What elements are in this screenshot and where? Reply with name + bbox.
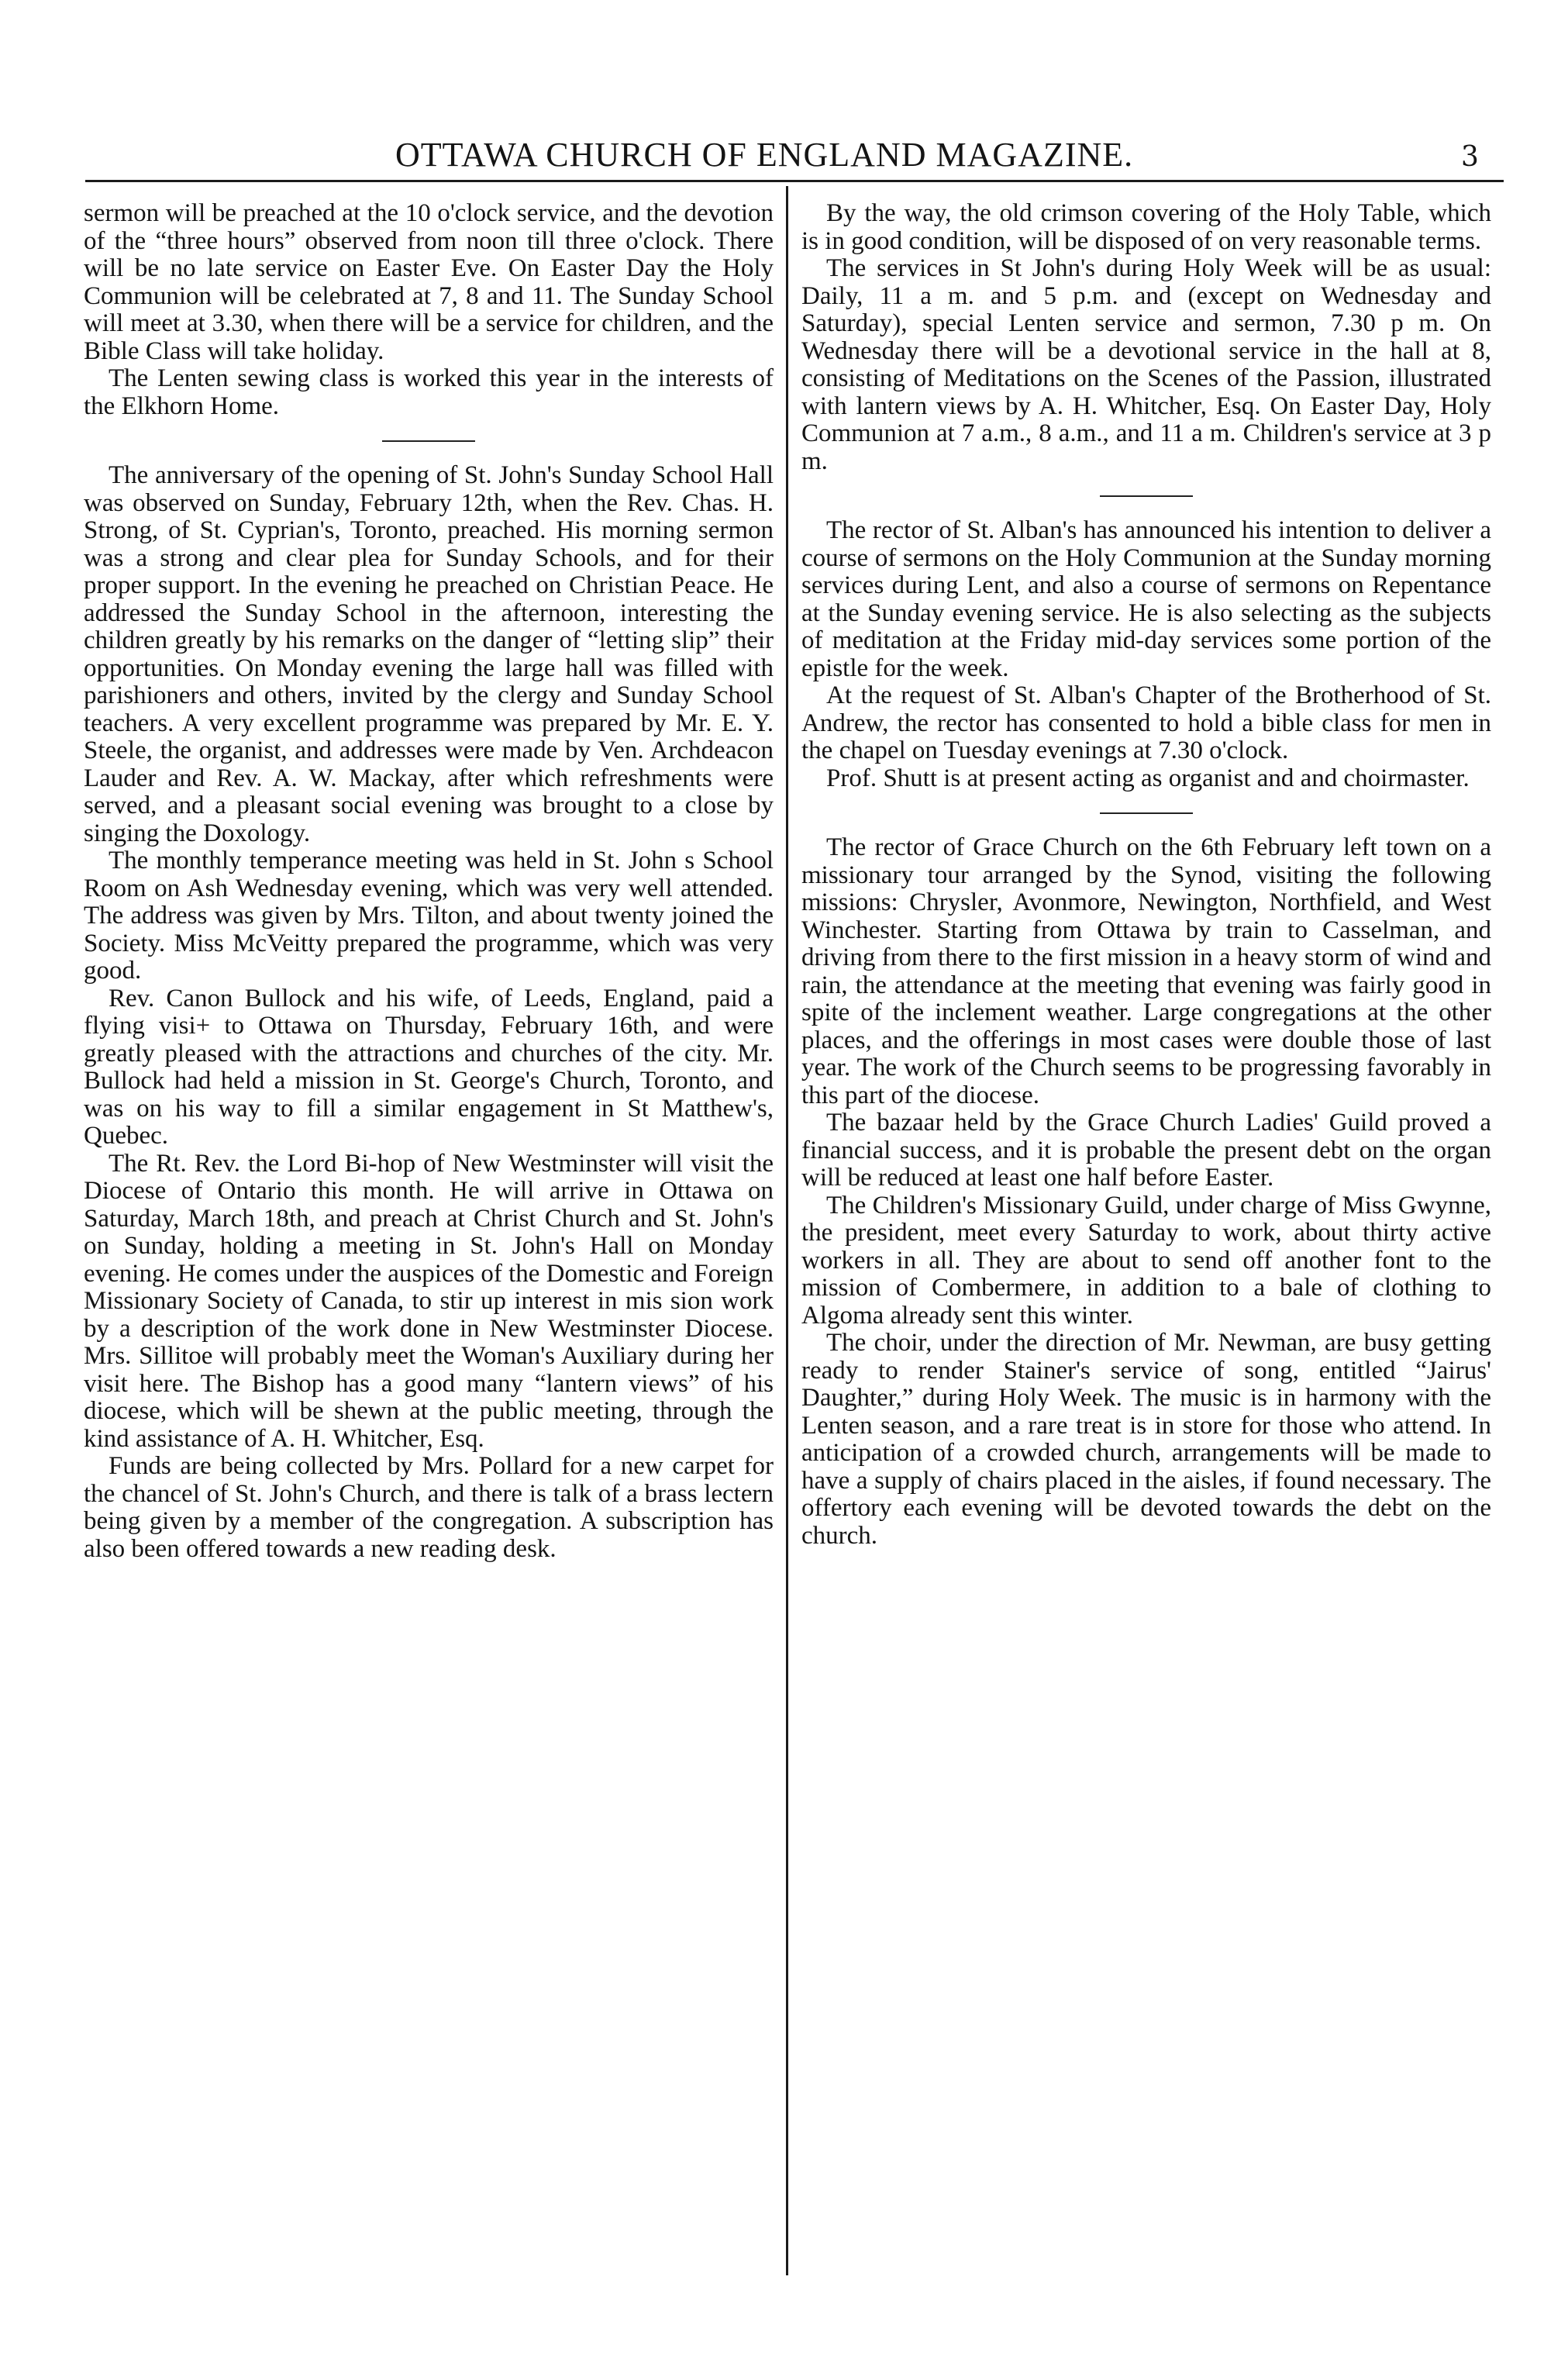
paragraph: The bazaar held by the Grace Church Ladies' Guild proved a financial success, and it is probable the present debt on the organ will be reduced at least one half before Easter. xyxy=(801,1109,1491,1192)
paragraph: Funds are being collected by Mrs. Pollard for a new carpet for the chancel of St. John's Church, and there is talk of a brass lectern being given by a member of the congregation. A subscription has also been offered towards a new reading desk. xyxy=(84,1452,774,1563)
header-rule xyxy=(85,180,1504,182)
paragraph: The rector of Grace Church on the 6th February left town on a missionary tour arranged by the Synod, visiting the following missions: Chrysler, Avonmore, Newington, Northfield, and West Winchester. Starting from Ottawa by train to Casselman, and driving from there to the first mission in a heavy storm of wind and rain, the attendance at the meeting that evening was fairly good in spite of the inclement weather. Large congregations at the other places, and the offerings in most cases were double those of last year. The work of the Church seems to be progressing favorably in this part of the diocese. xyxy=(801,833,1491,1109)
paragraph: The Children's Missionary Guild, under charge of Miss Gwynne, the president, meet every Saturday to work, about thirty active workers in all. They are about to send off another font to the mission of Combermere, in addition to a bale of clothing to Algoma already sent this winter. xyxy=(801,1191,1491,1330)
left-column xyxy=(84,200,774,1563)
paragraph: The Rt. Rev. the Lord Bi-hop of New Westminster will visit the Diocese of Ontario this month. He will arrive in Ottawa on Saturday, March 18th, and preach at Christ Church and St. John's on Sunday, holding a meeting in St. John's Hall on Monday evening. He comes under the auspices of the Domestic and Foreign Missionary Society of Canada, to stir up interest in mis sion work by a description of the work done in New Westminster Diocese. Mrs. Sillitoe will probably meet the Woman's Auxiliary during her visit here. The Bishop has a good many “lantern views” of his diocese, which will be shewn at the public meeting, through the kind assistance of A. H. Whitcher, Esq. xyxy=(84,1149,774,1453)
section-separator xyxy=(1100,812,1193,814)
page-number: 3 xyxy=(1461,141,1479,173)
section-separator xyxy=(382,440,475,442)
paragraph: The rector of St. Alban's has announced his intention to deliver a course of sermons on the Holy Communion at the Sunday morning services during Lent, and also a course of sermons on Repentance at the Sunday evening service. He is also selecting as the subjects of meditation at the Friday mid-day services some portion of the epistle for the week. xyxy=(801,516,1491,682)
column-divider xyxy=(786,186,788,2275)
paragraph: The Lenten sewing class is worked this year in the interests of the Elkhorn Home. xyxy=(84,364,774,420)
right-column xyxy=(801,200,1491,1550)
paragraph: At the request of St. Alban's Chapter of the Brotherhood of St. Andrew, the rector has consented to hold a bible class for men in the chapel on Tuesday evenings at 7.30 o'clock. xyxy=(801,681,1491,764)
paragraph: The monthly temperance meeting was held in St. John s School Room on Ash Wednesday evening, which was very well attended. The address was given by Mrs. Tilton, and about twenty joined the Society. Miss McVeitty prepared the programme, which was very good. xyxy=(84,847,774,985)
paragraph: Rev. Canon Bullock and his wife, of Leeds, England, paid a flying visi+ to Ottawa on Thursday, February 16th, and were greatly pleased with the attractions and churches of the city. Mr. Bullock had held a mission in St. George's Church, Toronto, and was on his way to fill a similar engagement in St Matthew's, Quebec. xyxy=(84,984,774,1150)
paragraph: The services in St John's during Holy Week will be as usual: Daily, 11 a m. and 5 p.m. and (except on Wednesday and Saturday), special Lenten service and sermon, 7.30 p m. On Wednesday there will be a devotional service in the hall at 8, consisting of Meditations on the Scenes of the Passion, illustrated with lantern views by A. H. Whitcher, Esq. On Easter Day, Holy Communion at 7 a.m., 8 a.m., and 11 a m. Children's service at 3 p m. xyxy=(801,254,1491,475)
paragraph: The choir, under the direction of Mr. Newman, are busy getting ready to render Stainer's service of song, entitled “Jairus' Daughter,” during Holy Week. The music is in harmony with the Lenten season, and a rare treat is in store for those who attend. In anticipation of a crowded church, arrangements will be made to have a supply of chairs placed in the aisles, if found necessary. The offertory each evening will be devoted towards the debt on the church. xyxy=(801,1329,1491,1550)
page-header xyxy=(93,121,1488,175)
section-separator xyxy=(1100,495,1193,497)
paragraph: By the way, the old crimson covering of the Holy Table, which is in good condition, will be disposed of on very reasonable terms. xyxy=(801,199,1491,255)
paragraph: sermon will be preached at the 10 o'clock service, and the devotion of the “three hours” observed from noon till three o'clock. There will be no late service on Easter Eve. On Easter Day the Holy Communion will be celebrated at 7, 8 and 11. The Sunday School will meet at 3.30, when there will be a service for children, and the Bible Class will take holiday. xyxy=(84,199,774,365)
paragraph: Prof. Shutt is at present acting as organist and and choirmaster. xyxy=(826,764,1470,792)
magazine-title: OTTAWA CHURCH OF ENGLAND MAGAZINE. xyxy=(395,136,1134,174)
paragraph: The anniversary of the opening of St. John's Sunday School Hall was observed on Sunday, February 12th, when the Rev. Chas. H. Strong, of St. Cyprian's, Toronto, preached. His morning sermon was a strong and clear plea for Sunday Schools, and for their proper support. In the evening he preached on Christian Peace. He addressed the Sunday School in the afternoon, interesting the children greatly by his remarks on the danger of “letting slip” their opportunities. On Monday evening the large hall was filled with parishioners and others, invited by the clergy and Sunday School teachers. A very excellent programme was prepared by Mr. E. Y. Steele, the organist, and addresses were made by Ven. Archdeacon Lauder and Rev. A. W. Mackay, after which refreshments were served, and a pleasant social evening was brought to a close by singing the Doxology. xyxy=(84,461,774,847)
